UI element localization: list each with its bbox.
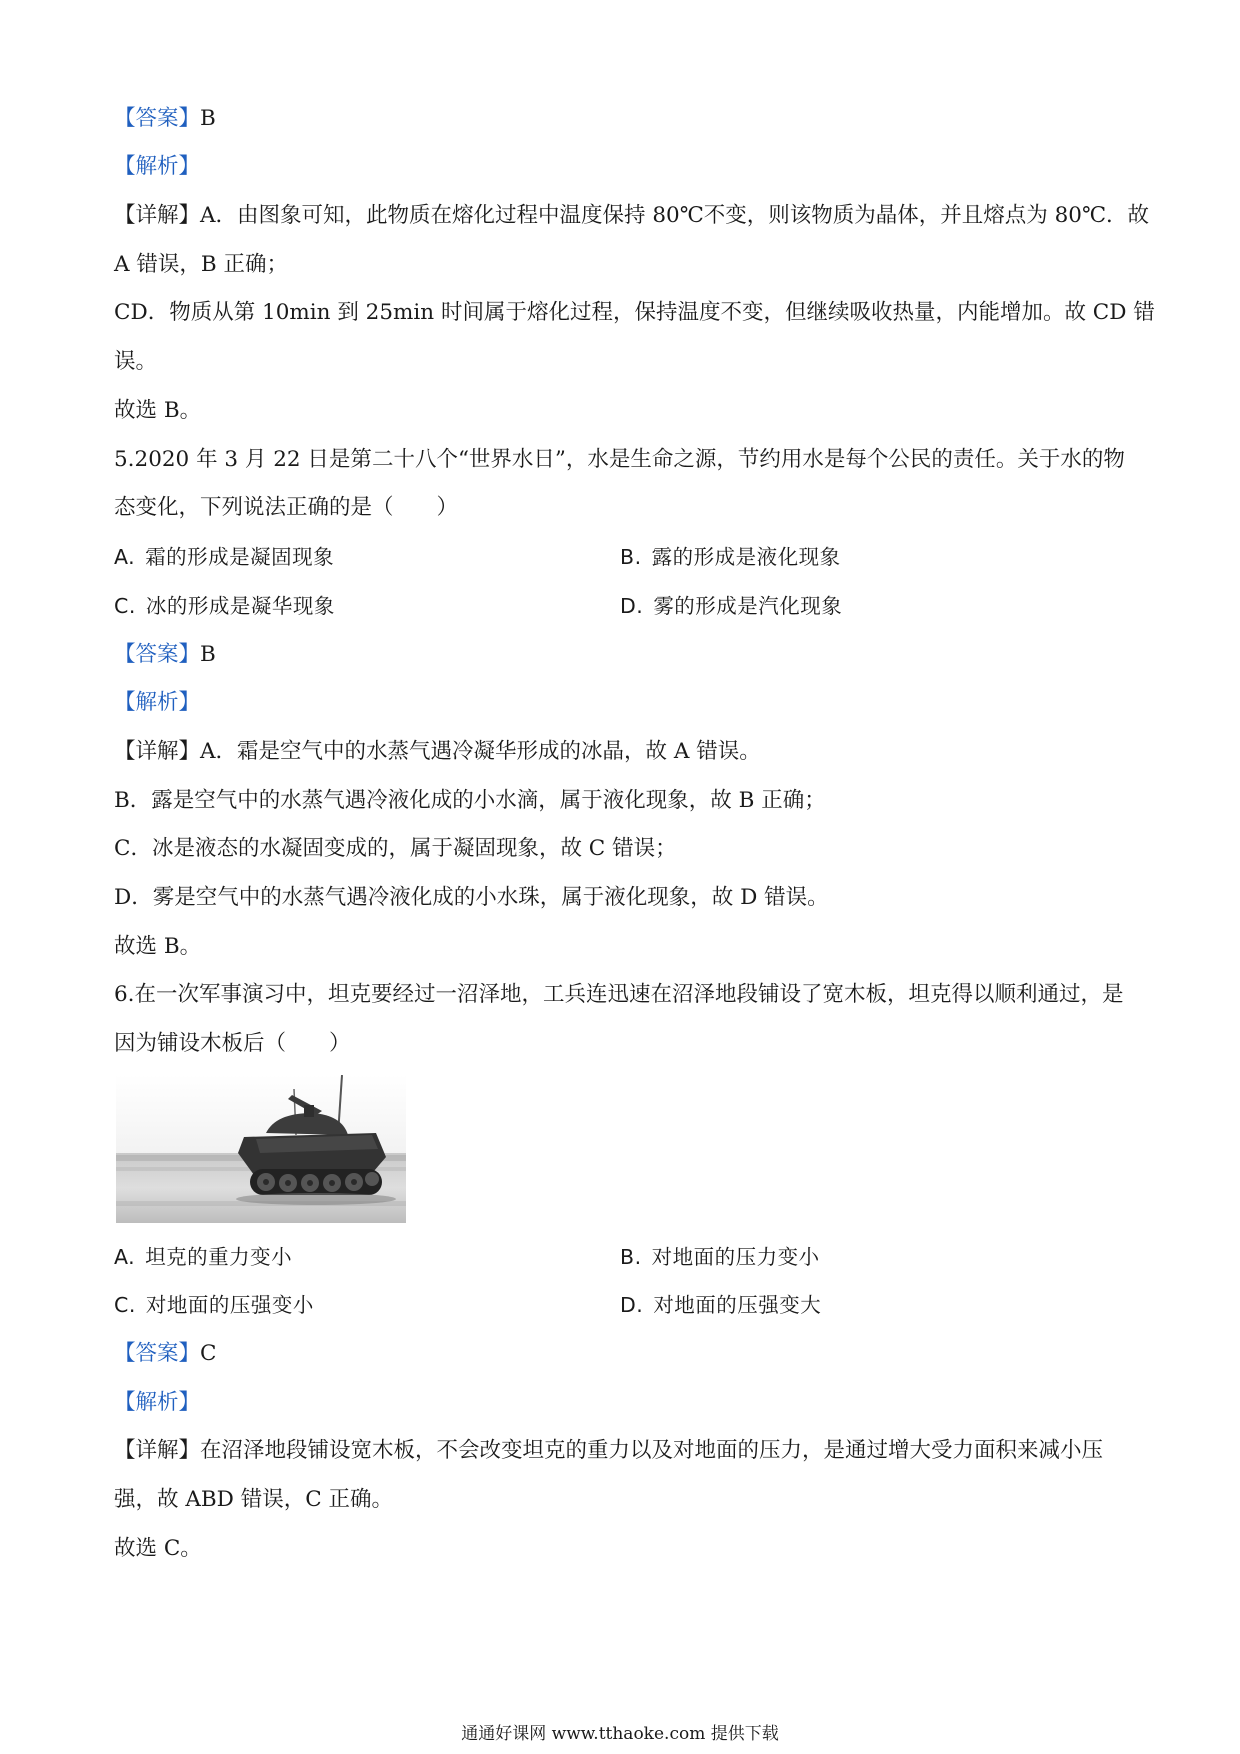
analysis-label: 【解析】	[114, 690, 201, 715]
q4-conclusion: 故选 B。	[114, 398, 202, 423]
q4-detail-line-3: CD．物质从第 10min 到 25min 时间属于熔化过程，保持温度不变，但继续吸收热量，内能增加。故 CD 错	[114, 300, 1155, 325]
analysis-label: 【解析】	[114, 1390, 201, 1415]
q5-detail-line-2: B．露是空气中的水蒸气遇冷液化成的小水滴，属于液化现象，故 B 正确；	[114, 788, 826, 813]
q4-detail-line-4: 误。	[114, 349, 158, 374]
option-text: 露的形成是液化现象	[651, 545, 841, 569]
option-key: B.	[620, 1245, 642, 1269]
option-text: 坦克的重力变小	[145, 1245, 293, 1269]
q5-option-c	[114, 591, 335, 621]
q5-stem-line-1: 5.2020 年 3 月 22 日是第二十八个“世界水日”，水是生命之源，节约用水是每个公民的责任。关于水的物	[114, 447, 1125, 472]
q5-answer	[114, 640, 1128, 670]
q6-stem-line-1: 6.在一次军事演习中，坦克要经过一沼泽地，工兵连迅速在沼泽地段铺设了宽木板，坦克得以顺利通过，是	[114, 982, 1124, 1007]
q4-detail-line-1	[114, 201, 1150, 231]
answer-value: B	[200, 642, 216, 667]
answer-value: B	[200, 106, 216, 131]
q5-option-d	[620, 591, 842, 621]
option-key: C.	[114, 1293, 136, 1317]
detail-text: 在沼泽地段铺设宽木板，不会改变坦克的重力以及对地面的压力，是通过增大受力面积来减小压	[200, 1438, 1104, 1463]
q5-detail-line-3: C．冰是液态的水凝固变成的，属于凝固现象，故 C 错误；	[114, 836, 677, 861]
detail-text: A．霜是空气中的水蒸气遇冷凝华形成的冰晶，故 A 错误。	[200, 739, 761, 764]
option-text: 对地面的压强变小	[145, 1293, 314, 1317]
detail-text: A．由图象可知，此物质在熔化过程中温度保持 80℃不变，则该物质为晶体，并且熔点为 80℃．故	[200, 203, 1150, 228]
analysis-label: 【解析】	[114, 154, 201, 179]
q6-option-a	[114, 1242, 292, 1272]
q5-stem-line-2: 态变化，下列说法正确的是（ ）	[114, 495, 459, 520]
option-key: B.	[620, 545, 642, 569]
option-key: A.	[114, 1245, 136, 1269]
q6-detail-line-1	[114, 1436, 1128, 1466]
q5-option-a	[114, 542, 334, 572]
answer-label: 【答案】	[114, 106, 201, 131]
option-text: 对地面的压强变大	[653, 1293, 822, 1317]
q5-detail-line-1	[114, 737, 1128, 767]
q4-analysis-label	[114, 152, 1128, 182]
answer-label: 【答案】	[114, 1341, 201, 1366]
q6-analysis-label	[114, 1388, 1128, 1418]
q6-option-b	[620, 1242, 820, 1272]
q5-option-b	[620, 542, 841, 572]
option-text: 雾的形成是汽化现象	[653, 594, 843, 618]
option-text: 霜的形成是凝固现象	[145, 545, 335, 569]
option-text: 冰的形成是凝华现象	[145, 594, 335, 618]
q5-conclusion: 故选 B。	[114, 934, 202, 959]
page-footer: 通通好课网 www.tthaoke.com 提供下载	[461, 1724, 779, 1744]
q6-conclusion: 故选 C。	[114, 1536, 202, 1561]
answer-label: 【答案】	[114, 642, 201, 667]
option-key: D.	[620, 594, 644, 618]
q6-option-d	[620, 1290, 821, 1320]
option-key: A.	[114, 545, 136, 569]
option-text: 对地面的压力变小	[651, 1245, 820, 1269]
q5-detail-line-4: D．雾是空气中的水蒸气遇冷液化成的小水珠，属于液化现象，故 D 错误。	[114, 885, 829, 910]
tank-photo	[116, 1075, 406, 1223]
detail-label: 【详解】	[114, 1438, 201, 1463]
detail-label: 【详解】	[114, 739, 201, 764]
detail-label: 【详解】	[114, 203, 201, 228]
option-key: C.	[114, 594, 136, 618]
answer-value: C	[200, 1341, 217, 1366]
option-key: D.	[620, 1293, 644, 1317]
tank-photo-icon	[116, 1075, 406, 1223]
q6-stem-line-2: 因为铺设木板后（ ）	[114, 1031, 351, 1056]
q4-detail-line-2: A 错误，B 正确；	[114, 252, 288, 277]
q5-analysis-label	[114, 688, 1128, 718]
q4-answer	[114, 104, 1128, 134]
q6-option-c	[114, 1290, 314, 1320]
q6-answer	[114, 1339, 1128, 1369]
q6-detail-line-2: 强，故 ABD 错误，C 正确。	[114, 1487, 394, 1512]
